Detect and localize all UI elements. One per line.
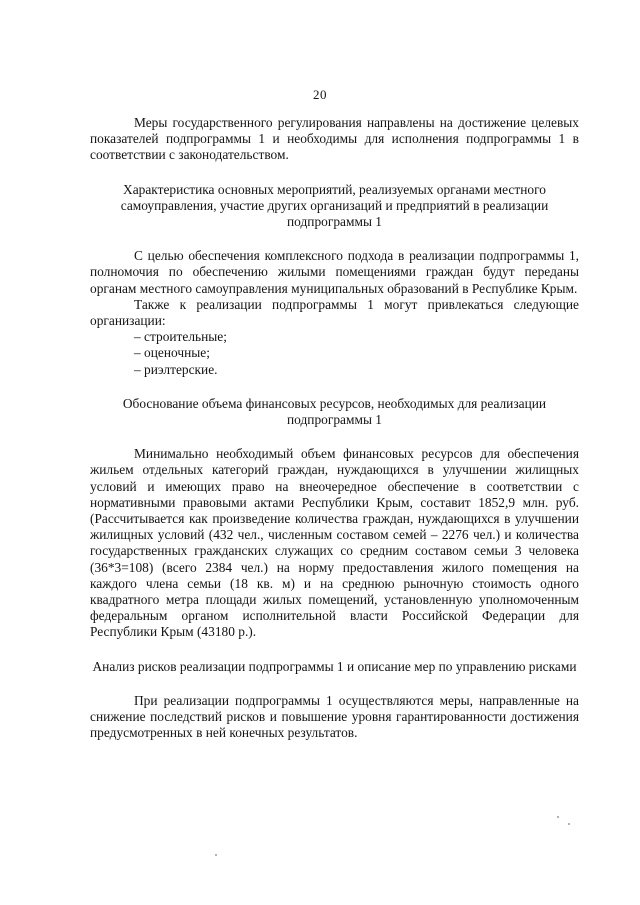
heading-financial-resources: Обоснование объема финансовых ресурсов, необходимых для реализации подпрограммы 1	[122, 395, 547, 428]
scan-speck	[557, 816, 559, 818]
list-item: – оценочные;	[134, 345, 210, 361]
paragraph-regulation-measures: Меры государственного регулирования направлены на достижение целевых показателей подпрограммы 1 и необходимы для исполнения подпрограммы 1 в соответствии с законодательством.	[90, 115, 579, 163]
scan-speck	[215, 854, 217, 856]
paragraph-comprehensive-approach: С целью обеспечения комплексного подхода в реализации подпрограммы 1, полномочия по обеспечению жилыми помещениями граждан будут переданы органам местного самоуправления муниципальных образований в Республике Крым.	[90, 248, 579, 296]
scan-speck	[568, 823, 570, 825]
list-item: – риэлтерские.	[134, 361, 218, 377]
heading-main-activities: Характеристика основных мероприятий, реализуемых органами местного самоуправления, участие других организаций и предприятий в реализации подпрограммы 1	[120, 181, 549, 230]
page-number: 20	[313, 87, 327, 102]
document-body	[90, 115, 579, 742]
heading-risk-analysis: Анализ рисков реализации подпрограммы 1 и описание мер по управлению рисками	[92, 658, 577, 674]
organizations-list	[90, 329, 579, 378]
paragraph-financial-volume: Минимально необходимый объем финансовых ресурсов для обеспечения жильем отдельных категорий граждан, нуждающихся в улучшении жилищных условий и имеющих право на внеочередное обеспечение в соответствии с нормативными правовыми актами Республики Крым, составит 1852,9 млн. руб. (Рассчитывается как произведение количества граждан, нуждающихся в улучшении жилищных условий (432 чел., численным составом семей – 2276 чел.) и количества государственных гражданских служащих со средним составом семьи 3 человека (36*3=108) (всего 2384 чел.) на норму предоставления жилого помещения на каждого члена семьи (18 кв. м) и на среднюю рыночную стоимость одного квадратного метра площади жилых помещений, установленную уполномоченным федеральным органом исполнительной власти Российской Федерации для Республики Крым (43180 р.).	[90, 446, 579, 640]
paragraph-organizations: Также к реализации подпрограммы 1 могут привлекаться следующие организации:	[90, 296, 579, 329]
list-item: – строительные;	[134, 329, 227, 345]
paragraph-risk-measures: При реализации подпрограммы 1 осуществляются меры, направленные на снижение последствий рисков и повышение уровня гарантированности достижения предусмотренных в ней конечных результатов.	[90, 692, 579, 741]
